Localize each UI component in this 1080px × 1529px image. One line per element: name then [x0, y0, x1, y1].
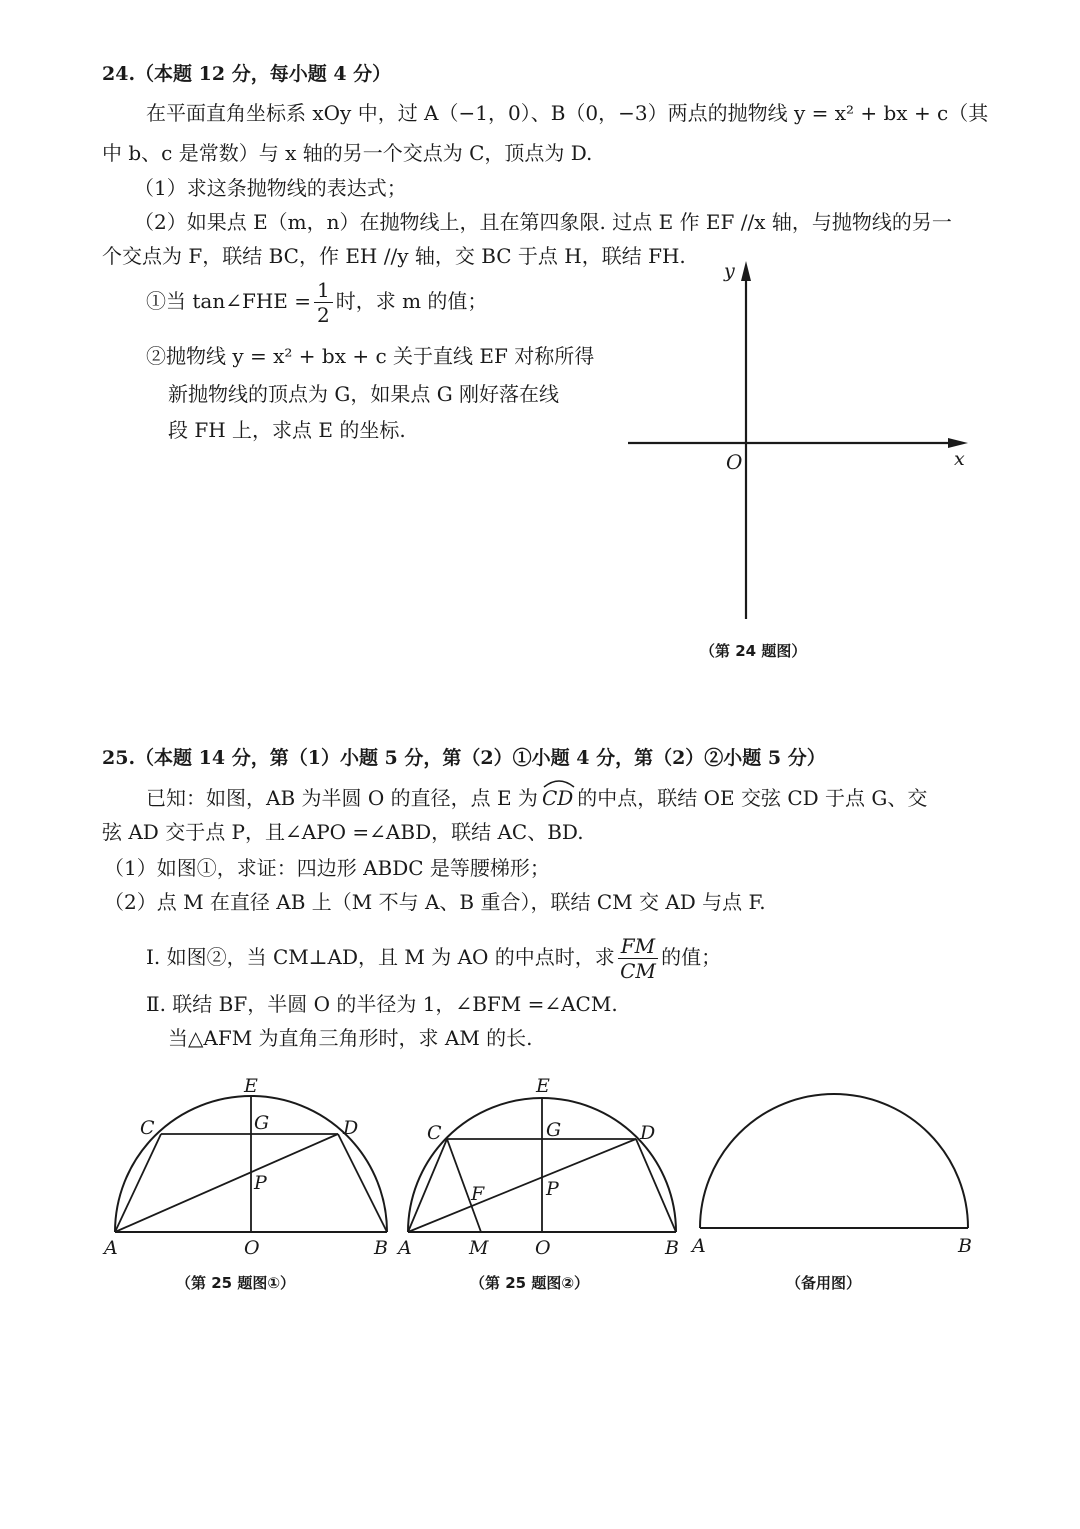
fig3-label-a: A	[692, 1235, 706, 1257]
fig1-label-d: D	[343, 1117, 359, 1139]
q25-line1	[146, 784, 927, 812]
fig2-label-e: E	[536, 1075, 550, 1097]
fig2-label-p: P	[546, 1178, 559, 1200]
q24-sub1-denominator: 2	[317, 303, 330, 327]
fig2-label-g: G	[546, 1119, 562, 1141]
fig2-label-c: C	[427, 1122, 442, 1144]
q25-sub1-pre: Ⅰ. 如图②，当 CM⊥AD，且 M 为 AO 的中点时，求	[146, 945, 615, 969]
q24-sub1-post: 时，求 m 的值；	[335, 289, 488, 313]
q24-axes-figure	[620, 255, 980, 630]
fig2-label-f: F	[471, 1183, 485, 1205]
q25-figure-2	[395, 1072, 695, 1267]
y-axis-arrow-icon	[741, 261, 751, 281]
fig2-label-o: O	[535, 1237, 551, 1259]
fig1-chord-ad	[115, 1134, 338, 1232]
fig2-chord-ad	[408, 1139, 636, 1232]
q24-part2-line1: （2）如果点 E（m，n）在抛物线上，且在第四象限. 过点 E 作 EF //x 轴，与抛物线的另一	[134, 210, 952, 234]
fig2-label-d: D	[640, 1122, 656, 1144]
q25-sub1-denominator: CM	[620, 959, 656, 983]
q24-sub1-numerator: 1	[314, 278, 333, 303]
fig1-label-g: G	[254, 1112, 270, 1134]
arc-icon	[542, 778, 576, 788]
q25-part2: （2）点 M 在直径 AB 上（M 不与 A、B 重合），联结 CM 交 AD 与点 F.	[104, 890, 766, 914]
q25-header: 25.（本题 14 分，第（1）小题 5 分，第（2）①小题 4 分，第（2）②小题 5 分）	[102, 747, 826, 769]
x-axis-arrow-icon	[948, 438, 968, 448]
q24-sub2-line1: ②抛物线 y = x² + bx + c 关于直线 EF 对称所得	[146, 344, 595, 368]
q24-line1: 在平面直角坐标系 xOy 中，过 A（−1，0）、B（0，−3）两点的抛物线 y = x² + bx + c（其	[146, 101, 989, 125]
fig2-label-m: M	[469, 1237, 489, 1259]
q24-part2-line2: 个交点为 F，联结 BC，作 EH //y 轴，交 BC 于点 H，联结 FH.	[102, 244, 686, 268]
q25-line1-pre: 已知：如图，AB 为半圆 O 的直径，点 E 为	[146, 786, 538, 810]
q25-figure-1	[100, 1072, 400, 1267]
arc-cd	[542, 784, 573, 812]
q25-figure-3	[690, 1072, 990, 1267]
q24-header: 24.（本题 12 分，每小题 4 分）	[102, 63, 392, 85]
q25-fig2-caption: （第 25 题图②）	[470, 1274, 590, 1292]
q25-line2: 弦 AD 交于点 P，且∠APO =∠ABD，联结 AC、BD.	[102, 820, 584, 844]
q24-sub1-fraction	[314, 278, 333, 327]
fig2-segment-bd	[636, 1139, 676, 1232]
q25-fig1-caption: （第 25 题图①）	[176, 1274, 296, 1292]
fig1-label-c: C	[140, 1117, 155, 1139]
q25-sub2-line1: Ⅱ. 联结 BF，半圆 O 的半径为 1，∠BFM =∠ACM.	[146, 992, 618, 1016]
q25-line1-post: 的中点，联结 OE 交弦 CD 于点 G、交	[577, 786, 928, 810]
fig1-label-o: O	[244, 1237, 260, 1259]
q24-sub1	[146, 278, 487, 327]
q24-line2: 中 b、c 是常数）与 x 轴的另一个交点为 C，顶点为 D.	[102, 141, 593, 165]
q24-part1: （1）求这条抛物线的表达式；	[134, 176, 407, 200]
q25-part1: （1）如图①，求证：四边形 ABDC 是等腰梯形；	[104, 856, 550, 880]
q24-sub1-pre: ①当 tan∠FHE =	[146, 289, 311, 313]
fig1-label-a: A	[104, 1237, 118, 1259]
q24-sub2-line2: 新抛物线的顶点为 G，如果点 G 刚好落在线	[168, 382, 560, 406]
fig1-segment-bd	[338, 1134, 387, 1232]
arc-cd-label: CD	[541, 786, 574, 810]
q25-sub1-numerator: FM	[618, 934, 658, 959]
q24-sub2-line3: 段 FH 上，求点 E 的坐标.	[168, 418, 406, 442]
q25-sub1-fraction	[618, 934, 658, 983]
fig1-label-e: E	[244, 1075, 258, 1097]
fig1-segment-ac	[115, 1134, 161, 1232]
fig3-label-b: B	[958, 1235, 972, 1257]
fig3-semicircle	[700, 1094, 968, 1228]
q25-sub1-post: 的值；	[661, 945, 722, 969]
q25-sub2-line2: 当△AFM 为直角三角形时，求 AM 的长.	[168, 1026, 533, 1050]
q24-caption: （第 24 题图）	[700, 642, 807, 660]
x-axis-label: x	[954, 448, 965, 470]
fig2-label-b: B	[665, 1237, 679, 1259]
fig1-label-p: P	[254, 1172, 267, 1194]
q25-sub1	[146, 934, 721, 983]
fig1-label-b: B	[374, 1237, 388, 1259]
q25-fig3-caption: （备用图）	[786, 1274, 862, 1292]
y-axis-label: y	[724, 260, 735, 282]
origin-label: O	[726, 450, 743, 474]
fig2-label-a: A	[398, 1237, 412, 1259]
